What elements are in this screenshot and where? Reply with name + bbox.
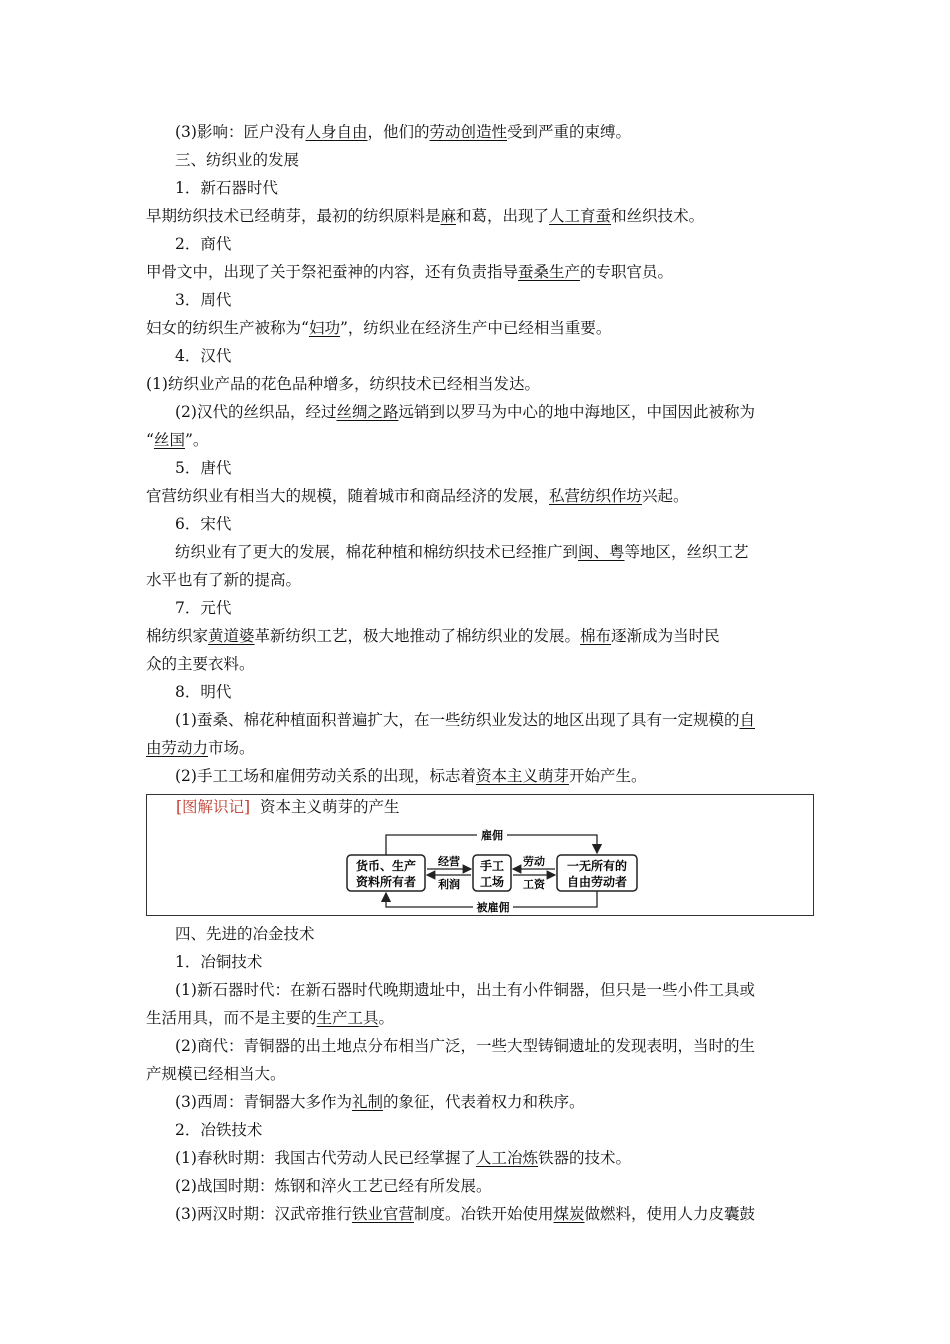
workshop-label-1: 手工 — [479, 859, 505, 873]
paragraph: (1)春秋时期：我国古代劳动人民已经掌握了人工冶炼铁器的技术。 — [175, 1149, 631, 1167]
paragraph: 棉纺织家黄道婆革新纺织工艺，极大地推动了棉纺织业的发展。棉布逐渐成为当时民 — [146, 627, 720, 645]
paragraph-cont: “丝国”。 — [146, 431, 209, 449]
paragraph: 官营纺织业有相当大的规模，随着城市和商品经济的发展，私营纺织作坊兴起。 — [146, 487, 689, 505]
paragraph-cont: 产规模已经相当大。 — [146, 1065, 286, 1083]
subsection-title: 5．唐代 — [175, 459, 232, 477]
paragraph-cont: 众的主要衣料。 — [146, 655, 255, 673]
diagram-tag: [图解识记] — [176, 798, 251, 816]
subsection-title: 1．新石器时代 — [175, 179, 278, 197]
laborer-label-2: 自由劳动者 — [566, 875, 628, 889]
labor-label: 劳动 — [523, 855, 545, 868]
manage-label: 经营 — [438, 855, 460, 868]
paragraph: 妇女的纺织生产被称为“妇功”，纺织业在经济生产中已经相当重要。 — [146, 319, 612, 337]
paragraph: (2)商代：青铜器的出土地点分布相当广泛，一些大型铸铜遗址的发现表明，当时的生 — [175, 1037, 755, 1055]
paragraph: (2)汉代的丝织品，经过丝绸之路远销到以罗马为中心的地中海地区，中国因此被称为 — [175, 403, 755, 421]
subsection-title: 4．汉代 — [175, 347, 232, 365]
flow-diagram — [147, 795, 813, 913]
laborer-label-1: 一无所有的 — [566, 859, 628, 873]
profit-label: 利润 — [438, 878, 460, 891]
paragraph: (2)手工工场和雇佣劳动关系的出现，标志着资本主义萌芽开始产生。 — [175, 767, 647, 785]
subsection-title: 7．元代 — [175, 599, 232, 617]
section-heading: 四、先进的冶金技术 — [175, 925, 315, 943]
wage-label: 工资 — [523, 878, 545, 891]
paragraph: (1)纺织业产品的花色品种增多，纺织技术已经相当发达。 — [146, 375, 540, 393]
paragraph: 甲骨文中，出现了关于祭祀蚕神的内容，还有负责指导蚕桑生产的专职官员。 — [146, 263, 674, 281]
paragraph-cont: 由劳动力市场。 — [146, 739, 255, 757]
paragraph-cont: 水平也有了新的提高。 — [146, 571, 302, 589]
diagram-box — [146, 794, 814, 916]
workshop-label-2: 工场 — [479, 875, 505, 889]
section-heading: 三、纺织业的发展 — [175, 151, 300, 169]
paragraph-cont: 生活用具，而不是主要的生产工具。 — [146, 1009, 395, 1027]
paragraph: (1)蚕桑、棉花种植面积普遍扩大，在一些纺织业发达的地区出现了具有一定规模的自 — [175, 711, 755, 729]
subsection-title: 2．冶铁技术 — [175, 1121, 263, 1139]
paragraph: (3)两汉时期：汉武帝推行铁业官营制度。冶铁开始使用煤炭做燃料，使用人力皮囊鼓 — [175, 1205, 756, 1223]
owner-label-1: 货币、生产 — [355, 859, 417, 873]
paragraph: 早期纺织技术已经萌芽，最初的纺织原料是麻和葛，出现了人工育蚕和丝织技术。 — [146, 207, 705, 225]
impact-line: (3)影响：匠户没有人身自由，他们的劳动创造性受到严重的束缚。 — [175, 123, 632, 141]
paragraph: (3)西周：青铜器大多作为礼制的象征，代表着权力和秩序。 — [175, 1093, 585, 1111]
subsection-title: 6．宋代 — [175, 515, 232, 533]
paragraph: (1)新石器时代：在新石器时代晚期遗址中，出土有小件铜器，但只是一些小件工具或 — [175, 981, 755, 999]
subsection-title: 3．周代 — [175, 291, 232, 309]
subsection-title: 8．明代 — [175, 683, 232, 701]
employed-label: 被雇佣 — [476, 901, 510, 913]
paragraph: (2)战国时期：炼钢和淬火工艺已经有所发展。 — [175, 1177, 492, 1195]
diagram-title: 资本主义萌芽的产生 — [259, 798, 400, 816]
subsection-title: 2．商代 — [175, 235, 232, 253]
subsection-title: 1．冶铜技术 — [175, 953, 263, 971]
owner-label-2: 资料所有者 — [355, 875, 417, 889]
employ-label: 雇佣 — [481, 829, 503, 842]
document-page — [146, 118, 814, 1228]
paragraph: 纺织业有了更大的发展，棉花种植和棉纺织技术已经推广到闽、粤等地区，丝织工艺 — [175, 543, 749, 561]
